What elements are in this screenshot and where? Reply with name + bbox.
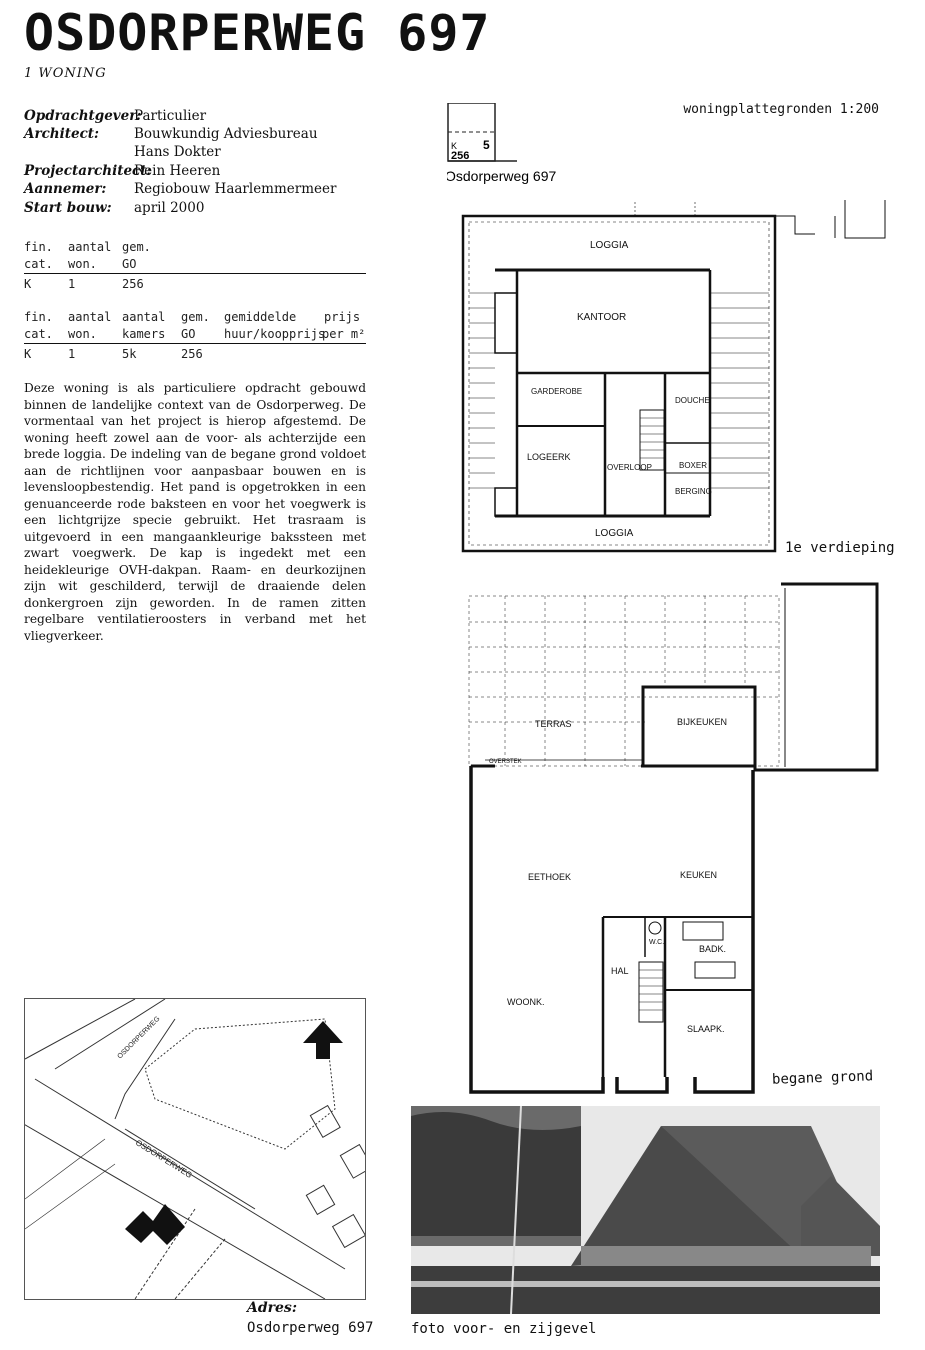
keyplate [447, 103, 587, 192]
north-arrow-icon [303, 1021, 343, 1059]
table-cell: K [24, 347, 32, 361]
table-header: aantal [68, 240, 112, 254]
table-header: gem. [122, 240, 151, 254]
site-marker-icon [125, 1204, 185, 1245]
table-header: aantal [68, 310, 112, 324]
room-label: DOUCHE [675, 396, 710, 405]
room-label: WOONK. [507, 997, 545, 1007]
room-label: BIJKEUKEN [677, 717, 728, 727]
table-cell: K [24, 277, 32, 291]
table-header: kamers [122, 327, 166, 341]
house-photo-graphic [411, 1106, 880, 1314]
upper-room-labels [527, 240, 712, 539]
table-cell: 5k [122, 347, 137, 361]
info-key: Projectarchitect: [24, 163, 152, 179]
location-map [24, 998, 366, 1300]
info-key: Architect: [24, 126, 100, 142]
table-header: gemiddelde [224, 310, 297, 324]
table-rule [24, 343, 366, 344]
table-cell: 1 [68, 277, 76, 291]
table-header: fin. [24, 240, 53, 254]
info-value: Bouwkundig Adviesbureau [134, 126, 318, 142]
room-label: LOGGIA [590, 240, 629, 251]
map-street-label: OSDORPERWEG [133, 1138, 194, 1181]
table-header: gem. [181, 310, 210, 324]
table-header: cat. [24, 327, 53, 341]
room-label: HAL [611, 966, 629, 976]
room-label: BERGING [675, 487, 712, 496]
keyplate-area: 256 [451, 150, 470, 162]
table-header: GO [122, 257, 137, 271]
info-value: Rein Heeren [134, 163, 221, 179]
info-key: Opdrachtgever: [24, 108, 142, 124]
scale-label: woningplattegronden 1:200 [683, 102, 879, 117]
table-cell: 1 [68, 347, 76, 361]
table-header: won. [68, 257, 97, 271]
plan-upper-floor [455, 198, 895, 568]
info-value: Regiobouw Haarlemmermeer [134, 181, 337, 197]
room-label: BOXER [679, 461, 708, 470]
table-cell: 256 [181, 347, 203, 361]
table-header: huur/koopprijs [224, 327, 326, 341]
room-label: EETHOEK [528, 872, 572, 882]
info-key: Aannemer: [24, 181, 107, 197]
table-header: prijs [324, 310, 361, 324]
plan-ground-floor [455, 572, 895, 1102]
room-label: W.C. [649, 939, 665, 946]
plan-ground-label: begane grond [771, 1068, 874, 1088]
info-value: Hans Dokter [134, 144, 221, 160]
table-cell: 256 [122, 277, 144, 291]
table-header: fin. [24, 310, 53, 324]
address-title: Adres: [247, 1300, 297, 1316]
room-label: TERRAS [535, 719, 572, 729]
map-graphic [25, 999, 365, 1299]
table-header: won. [68, 327, 97, 341]
room-label: LOGEERK [527, 452, 571, 462]
plan-upper-label: 1e verdieping [785, 540, 895, 556]
room-label: OVERSTEK [489, 759, 522, 765]
page-title: OSDORPERWEG 697 [24, 4, 491, 62]
info-key: Start bouw: [24, 200, 112, 216]
keyplate-label: Osdorperweg 697 [447, 168, 557, 184]
table-header: GO [181, 327, 196, 341]
table-header: aantal [122, 310, 166, 324]
table-header: cat. [24, 257, 53, 271]
keyplate-count: 5 [483, 138, 490, 152]
room-label: LOGGIA [595, 528, 634, 539]
keyplate-graphic [447, 103, 587, 188]
room-label: KEUKEN [680, 870, 718, 880]
photo-caption: foto voor- en zijgevel [411, 1321, 597, 1337]
table-header: per m² [322, 327, 366, 341]
info-value: Particulier [134, 108, 207, 124]
info-value: april 2000 [134, 200, 205, 216]
room-label: SLAAPK. [687, 1024, 725, 1034]
keyplate-cat: K [451, 141, 458, 151]
room-label: GARDEROBE [531, 387, 583, 396]
room-label: BADK. [699, 944, 727, 954]
table-rule [24, 273, 366, 274]
map-street-label: OSDORPERWEG [116, 1015, 162, 1061]
address-value: Osdorperweg 697 [247, 1320, 374, 1336]
house-photo [411, 1106, 880, 1314]
summary-table [24, 240, 366, 296]
page-subtitle: 1 WONING [24, 66, 107, 81]
room-label: OVERLOOP [607, 463, 652, 472]
room-label: KANTOOR [577, 312, 627, 323]
project-description: Deze woning is als particuliere opdracht gebouwd binnen de landelijke context van de Osdorperweg. De vormentaal van het project is hierop afgestemd. De woning heeft zowel aan de voor- als achterzijde een brede loggia. De indeling van de begane grond voldoet aan de richtlijnen voor aanpasbaar bouwen en is levensloopbestendig. Het pand is opgetrokken in een genuanceerde rode baksteen en voor het voegwerk is een lichtgrijze specie gebruikt. Het trasraam is uitgevoerd in een mangaankleurige bakssteen met zwart voegwerk. De kap is ingedekt met een heidekleurige OVH-dakpan. Raam- en deurkozijnen zijn wit geschilderd, terwijl de draaiende delen donkergroen zijn geworden. In de ramen zitten regelbare ventilatieroosters in verband met het vliegverkeer. [24, 381, 366, 643]
detail-table [24, 310, 366, 366]
